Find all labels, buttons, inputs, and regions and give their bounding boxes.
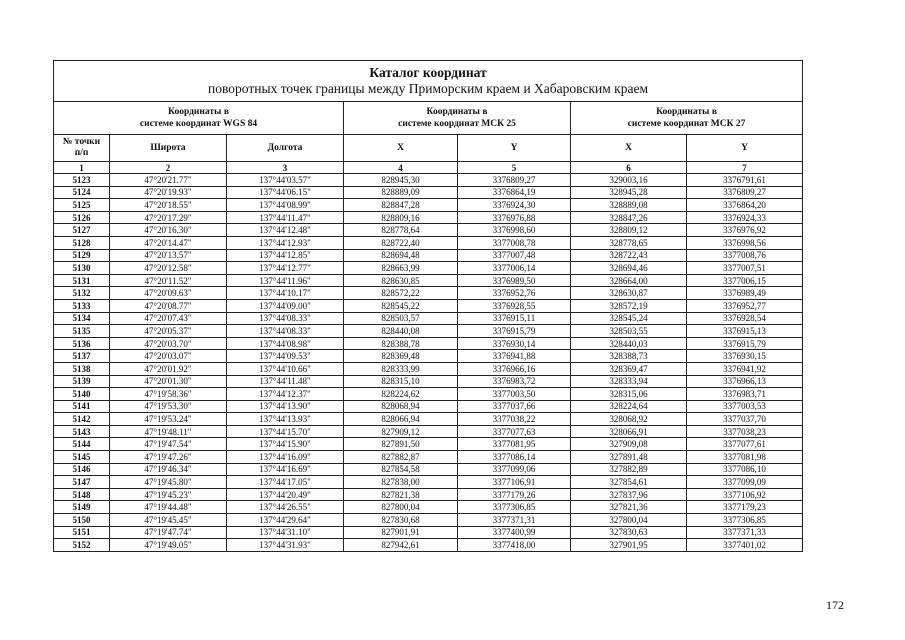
cell-y-msk25: 3377099,06 [458, 463, 571, 476]
cell-point-id: 5138 [54, 362, 110, 375]
cell-y-msk25: 3377077,63 [458, 425, 571, 438]
cell-y-msk27: 3376809,27 [687, 186, 803, 199]
cell-y-msk25: 3376864,19 [458, 186, 571, 199]
cell-y-msk25: 3376809,27 [458, 174, 571, 187]
cell-longitude: 137°44'15.90" [227, 438, 344, 451]
cell-latitude: 47°20'03.07" [110, 350, 227, 363]
cell-y-msk27: 3377371,33 [687, 526, 803, 539]
cell-y-msk25: 3377371,31 [458, 514, 571, 527]
table-row [54, 539, 803, 552]
cell-y-msk27: 3376989,49 [687, 287, 803, 300]
cell-y-msk27: 3377007,51 [687, 262, 803, 275]
cell-point-id: 5132 [54, 287, 110, 300]
cell-y-msk25: 3376928,55 [458, 299, 571, 312]
table-row [54, 413, 803, 426]
cell-longitude: 137°44'10.17" [227, 287, 344, 300]
cell-point-id: 5133 [54, 299, 110, 312]
cell-latitude: 47°19'47.74" [110, 526, 227, 539]
cell-y-msk25: 3377086,14 [458, 451, 571, 464]
cell-latitude: 47°20'07.43" [110, 312, 227, 325]
cell-x-msk25: 828315,10 [344, 375, 458, 388]
cell-latitude: 47°19'47.54" [110, 438, 227, 451]
cell-longitude: 137°44'31.10" [227, 526, 344, 539]
cell-y-msk25: 3377418,00 [458, 539, 571, 552]
table-body [54, 174, 803, 552]
cell-y-msk25: 3376989,50 [458, 274, 571, 287]
cell-longitude: 137°44'12.48" [227, 224, 344, 237]
cell-longitude: 137°44'13.90" [227, 400, 344, 413]
cell-longitude: 137°44'08.99" [227, 199, 344, 212]
col-number: 3 [227, 162, 344, 174]
cell-latitude: 47°20'01.30" [110, 375, 227, 388]
cell-point-id: 5140 [54, 388, 110, 401]
cell-y-msk27: 3376983,71 [687, 388, 803, 401]
group-msk27-line2: системе координат МСК 27 [627, 119, 746, 129]
cell-x-msk25: 828722,40 [344, 236, 458, 249]
table-row [54, 425, 803, 438]
cell-longitude: 137°44'29.64" [227, 514, 344, 527]
table-row [54, 262, 803, 275]
group-msk25-line2: системе координат МСК 25 [398, 119, 516, 129]
cell-point-id: 5129 [54, 249, 110, 262]
cell-x-msk25: 828440,08 [344, 325, 458, 338]
table-row [54, 438, 803, 451]
cell-point-id: 5137 [54, 350, 110, 363]
cell-point-id: 5144 [54, 438, 110, 451]
cell-y-msk27: 3377106,92 [687, 488, 803, 501]
cell-x-msk25: 827830,68 [344, 514, 458, 527]
col-header-point-line2: п/п [74, 148, 89, 158]
col-header-point [54, 135, 110, 162]
cell-point-id: 5134 [54, 312, 110, 325]
cell-y-msk27: 3377081,98 [687, 451, 803, 464]
cell-y-msk27: 3377086,10 [687, 463, 803, 476]
cell-y-msk27: 3377008,76 [687, 249, 803, 262]
cell-point-id: 5142 [54, 413, 110, 426]
table-row [54, 174, 803, 187]
cell-point-id: 5139 [54, 375, 110, 388]
cell-x-msk27: 328333,94 [571, 375, 687, 388]
cell-longitude: 137°44'03.57" [227, 174, 344, 187]
cell-latitude: 47°19'45.80" [110, 476, 227, 489]
cell-longitude: 137°44'12.77" [227, 262, 344, 275]
cell-latitude: 47°19'49.05" [110, 539, 227, 552]
cell-latitude: 47°20'09.63" [110, 287, 227, 300]
cell-y-msk25: 3376930,14 [458, 337, 571, 350]
cell-x-msk27: 328694,46 [571, 262, 687, 275]
cell-longitude: 137°44'13.93" [227, 413, 344, 426]
group-msk25-line1: Координаты в [426, 107, 488, 117]
cell-y-msk27: 3377038,23 [687, 425, 803, 438]
table-title [54, 61, 803, 102]
cell-x-msk25: 828630,85 [344, 274, 458, 287]
cell-point-id: 5150 [54, 514, 110, 527]
table-row [54, 325, 803, 338]
cell-point-id: 5143 [54, 425, 110, 438]
cell-x-msk27: 328722,43 [571, 249, 687, 262]
cell-x-msk25: 827891,50 [344, 438, 458, 451]
cell-longitude: 137°44'11.48" [227, 375, 344, 388]
cell-latitude: 47°19'53.30" [110, 400, 227, 413]
cell-x-msk25: 828663,99 [344, 262, 458, 275]
cell-x-msk27: 327837,96 [571, 488, 687, 501]
col-header-y25: Y [458, 135, 571, 162]
cell-latitude: 47°19'53.24" [110, 413, 227, 426]
cell-x-msk25: 828809,16 [344, 211, 458, 224]
cell-y-msk25: 3377400,99 [458, 526, 571, 539]
table-row [54, 249, 803, 262]
table-row [54, 211, 803, 224]
cell-x-msk27: 328369,47 [571, 362, 687, 375]
cell-longitude: 137°44'08.33" [227, 312, 344, 325]
col-number: 2 [110, 162, 227, 174]
title-main: Каталог координат [369, 65, 487, 80]
cell-y-msk27: 3377179,23 [687, 501, 803, 514]
table-row [54, 312, 803, 325]
cell-latitude: 47°20'17.29" [110, 211, 227, 224]
cell-latitude: 47°19'48.11" [110, 425, 227, 438]
col-header-lat: Широта [110, 135, 227, 162]
cell-latitude: 47°19'58.36" [110, 388, 227, 401]
cell-x-msk25: 827854,58 [344, 463, 458, 476]
cell-y-msk25: 3377006,14 [458, 262, 571, 275]
cell-x-msk27: 328945,28 [571, 186, 687, 199]
table-row [54, 186, 803, 199]
cell-x-msk27: 327821,36 [571, 501, 687, 514]
cell-x-msk25: 828847,28 [344, 199, 458, 212]
cell-x-msk27: 329003,16 [571, 174, 687, 187]
table-row [54, 337, 803, 350]
cell-longitude: 137°44'11.47" [227, 211, 344, 224]
cell-latitude: 47°20'19.93" [110, 186, 227, 199]
cell-longitude: 137°44'06.15" [227, 186, 344, 199]
cell-y-msk27: 3376791,61 [687, 174, 803, 187]
cell-latitude: 47°19'45.45" [110, 514, 227, 527]
cell-point-id: 5148 [54, 488, 110, 501]
cell-x-msk25: 828572,22 [344, 287, 458, 300]
cell-y-msk25: 3377007,48 [458, 249, 571, 262]
table-row [54, 488, 803, 501]
cell-y-msk27: 3377003,53 [687, 400, 803, 413]
cell-latitude: 47°19'46.34" [110, 463, 227, 476]
cell-x-msk25: 827800,04 [344, 501, 458, 514]
cell-y-msk25: 3377179,26 [458, 488, 571, 501]
cell-x-msk27: 328224,64 [571, 400, 687, 413]
cell-x-msk25: 828778,64 [344, 224, 458, 237]
cell-x-msk27: 327891,48 [571, 451, 687, 464]
table-row [54, 362, 803, 375]
cell-latitude: 47°20'13.57" [110, 249, 227, 262]
cell-longitude: 137°44'16.69" [227, 463, 344, 476]
table-row [54, 526, 803, 539]
cell-latitude: 47°20'05.37" [110, 325, 227, 338]
cell-y-msk27: 3377006,15 [687, 274, 803, 287]
cell-x-msk27: 328847,26 [571, 211, 687, 224]
col-number: 5 [458, 162, 571, 174]
cell-latitude: 47°20'21.77" [110, 174, 227, 187]
cell-y-msk25: 3376998,60 [458, 224, 571, 237]
cell-y-msk27: 3377401,02 [687, 539, 803, 552]
coordinate-catalog [53, 60, 802, 552]
cell-y-msk25: 3376915,79 [458, 325, 571, 338]
page-number: 172 [826, 598, 844, 612]
col-number: 4 [344, 162, 458, 174]
table-row [54, 501, 803, 514]
title-sub: поворотных точек границы между Приморским краем и Хабаровским краем [208, 81, 648, 96]
cell-x-msk27: 328572,19 [571, 299, 687, 312]
cell-x-msk27: 328664,00 [571, 274, 687, 287]
col-header-x25: X [344, 135, 458, 162]
cell-point-id: 5147 [54, 476, 110, 489]
cell-y-msk25: 3376983,72 [458, 375, 571, 388]
cell-x-msk25: 828333,99 [344, 362, 458, 375]
cell-latitude: 47°19'44.48" [110, 501, 227, 514]
cell-y-msk27: 3376998,56 [687, 236, 803, 249]
cell-point-id: 5135 [54, 325, 110, 338]
cell-y-msk25: 3377106,91 [458, 476, 571, 489]
group-wgs84-line1: Координаты в [168, 107, 229, 117]
cell-x-msk27: 328503,55 [571, 325, 687, 338]
col-header-lon: Долгота [227, 135, 344, 162]
cell-x-msk25: 828068,94 [344, 400, 458, 413]
cell-point-id: 5146 [54, 463, 110, 476]
col-number: 6 [571, 162, 687, 174]
group-msk27 [571, 102, 803, 135]
cell-x-msk27: 328068,92 [571, 413, 687, 426]
cell-y-msk25: 3376966,16 [458, 362, 571, 375]
cell-y-msk27: 3377099,09 [687, 476, 803, 489]
table-row [54, 476, 803, 489]
cell-y-msk25: 3376976,88 [458, 211, 571, 224]
table-row [54, 400, 803, 413]
cell-x-msk25: 827909,12 [344, 425, 458, 438]
cell-y-msk25: 3376941,88 [458, 350, 571, 363]
table-row [54, 350, 803, 363]
table-row [54, 375, 803, 388]
cell-x-msk25: 828889,09 [344, 186, 458, 199]
table-row [54, 287, 803, 300]
cell-y-msk27: 3376966,13 [687, 375, 803, 388]
table-row [54, 463, 803, 476]
table-row [54, 514, 803, 527]
cell-x-msk27: 328440,03 [571, 337, 687, 350]
cell-x-msk25: 828224,62 [344, 388, 458, 401]
cell-point-id: 5124 [54, 186, 110, 199]
cell-longitude: 137°44'12.85" [227, 249, 344, 262]
cell-point-id: 5131 [54, 274, 110, 287]
cell-x-msk27: 327882,89 [571, 463, 687, 476]
col-number: 7 [687, 162, 803, 174]
table-row [54, 236, 803, 249]
cell-y-msk25: 3377306,85 [458, 501, 571, 514]
cell-x-msk25: 827821,38 [344, 488, 458, 501]
cell-y-msk25: 3377008,78 [458, 236, 571, 249]
cell-x-msk27: 328889,08 [571, 199, 687, 212]
cell-point-id: 5149 [54, 501, 110, 514]
cell-x-msk27: 328066,91 [571, 425, 687, 438]
cell-longitude: 137°44'15.70" [227, 425, 344, 438]
cell-latitude: 47°20'14.47" [110, 236, 227, 249]
group-wgs84 [54, 102, 344, 135]
cell-y-msk25: 3377038,22 [458, 413, 571, 426]
col-header-point-line1: № точки [62, 137, 101, 147]
cell-latitude: 47°20'03.70" [110, 337, 227, 350]
cell-point-id: 5128 [54, 236, 110, 249]
cell-x-msk27: 327800,04 [571, 514, 687, 527]
cell-x-msk27: 328778,65 [571, 236, 687, 249]
cell-y-msk27: 3377037,70 [687, 413, 803, 426]
table-row [54, 199, 803, 212]
cell-x-msk27: 327901,95 [571, 539, 687, 552]
cell-y-msk27: 3377306,85 [687, 514, 803, 527]
cell-longitude: 137°44'12.37" [227, 388, 344, 401]
cell-longitude: 137°44'12.93" [227, 236, 344, 249]
cell-y-msk27: 3376924,33 [687, 211, 803, 224]
cell-longitude: 137°44'10.66" [227, 362, 344, 375]
cell-y-msk25: 3377037,66 [458, 400, 571, 413]
cell-point-id: 5127 [54, 224, 110, 237]
cell-point-id: 5151 [54, 526, 110, 539]
cell-x-msk25: 827942,61 [344, 539, 458, 552]
cell-x-msk27: 327854,61 [571, 476, 687, 489]
cell-y-msk27: 3377077,61 [687, 438, 803, 451]
cell-latitude: 47°20'11.52" [110, 274, 227, 287]
cell-point-id: 5152 [54, 539, 110, 552]
cell-longitude: 137°44'11.96" [227, 274, 344, 287]
group-msk25 [344, 102, 571, 135]
cell-x-msk27: 328630,87 [571, 287, 687, 300]
cell-x-msk25: 828945,30 [344, 174, 458, 187]
cell-longitude: 137°44'09.00" [227, 299, 344, 312]
cell-point-id: 5145 [54, 451, 110, 464]
cell-y-msk25: 3376915,11 [458, 312, 571, 325]
cell-x-msk27: 328809,12 [571, 224, 687, 237]
cell-y-msk27: 3376976,92 [687, 224, 803, 237]
cell-x-msk25: 828694,48 [344, 249, 458, 262]
cell-x-msk27: 327830,63 [571, 526, 687, 539]
cell-y-msk27: 3376864,20 [687, 199, 803, 212]
cell-latitude: 47°19'47.26" [110, 451, 227, 464]
cell-point-id: 5141 [54, 400, 110, 413]
cell-x-msk25: 828545,22 [344, 299, 458, 312]
cell-longitude: 137°44'31.93" [227, 539, 344, 552]
cell-point-id: 5126 [54, 211, 110, 224]
cell-x-msk27: 328388,73 [571, 350, 687, 363]
cell-x-msk25: 827838,00 [344, 476, 458, 489]
cell-longitude: 137°44'26.55" [227, 501, 344, 514]
group-wgs84-line2: системе координат WGS 84 [139, 119, 258, 129]
cell-y-msk27: 3376952,77 [687, 299, 803, 312]
cell-longitude: 137°44'09.53" [227, 350, 344, 363]
coordinate-table [53, 60, 803, 552]
table-row [54, 388, 803, 401]
cell-x-msk25: 827882,87 [344, 451, 458, 464]
table-row [54, 299, 803, 312]
cell-longitude: 137°44'08.98" [227, 337, 344, 350]
col-header-y27: Y [687, 135, 803, 162]
cell-latitude: 47°20'01.92" [110, 362, 227, 375]
cell-y-msk25: 3376952,76 [458, 287, 571, 300]
cell-x-msk25: 828369,48 [344, 350, 458, 363]
cell-x-msk27: 327909,08 [571, 438, 687, 451]
cell-longitude: 137°44'17.05" [227, 476, 344, 489]
cell-latitude: 47°20'12.58" [110, 262, 227, 275]
cell-y-msk27: 3376941,92 [687, 362, 803, 375]
cell-x-msk27: 328315,06 [571, 388, 687, 401]
group-msk27-line1: Координаты в [656, 107, 717, 117]
table-row [54, 451, 803, 464]
cell-y-msk25: 3377003,50 [458, 388, 571, 401]
cell-x-msk25: 828503,57 [344, 312, 458, 325]
cell-longitude: 137°44'20.49" [227, 488, 344, 501]
cell-latitude: 47°19'45.23" [110, 488, 227, 501]
table-row [54, 274, 803, 287]
col-number: 1 [54, 162, 110, 174]
cell-y-msk25: 3377081,95 [458, 438, 571, 451]
cell-y-msk27: 3376915,79 [687, 337, 803, 350]
cell-latitude: 47°20'16.30" [110, 224, 227, 237]
cell-latitude: 47°20'18.55" [110, 199, 227, 212]
cell-point-id: 5123 [54, 174, 110, 187]
cell-point-id: 5125 [54, 199, 110, 212]
cell-x-msk25: 828388,78 [344, 337, 458, 350]
cell-longitude: 137°44'08.33" [227, 325, 344, 338]
cell-y-msk27: 3376915,13 [687, 325, 803, 338]
cell-longitude: 137°44'16.09" [227, 451, 344, 464]
cell-y-msk27: 3376930,15 [687, 350, 803, 363]
cell-point-id: 5136 [54, 337, 110, 350]
cell-x-msk25: 828066,94 [344, 413, 458, 426]
cell-y-msk27: 3376928,54 [687, 312, 803, 325]
cell-x-msk25: 827901,91 [344, 526, 458, 539]
col-header-x27: X [571, 135, 687, 162]
cell-point-id: 5130 [54, 262, 110, 275]
cell-x-msk27: 328545,24 [571, 312, 687, 325]
table-row [54, 224, 803, 237]
cell-y-msk25: 3376924,30 [458, 199, 571, 212]
cell-latitude: 47°20'08.77" [110, 299, 227, 312]
